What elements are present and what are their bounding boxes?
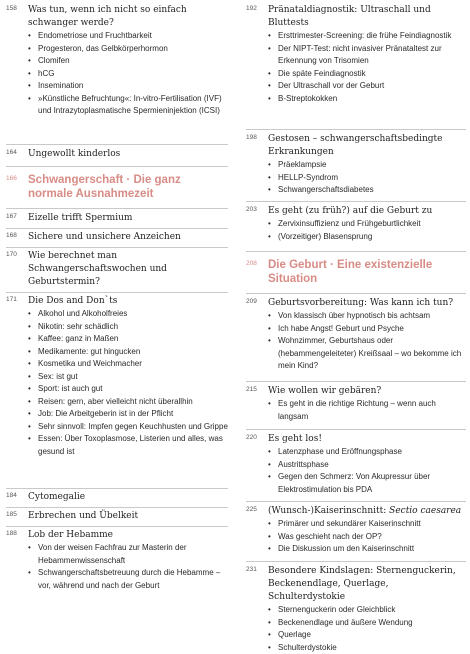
separator: [246, 251, 466, 252]
toc-entry[interactable]: [6, 529, 228, 592]
subentry[interactable]: • Sport: ist auch gut: [28, 383, 228, 396]
separator: [6, 507, 228, 508]
subentry[interactable]: • Kosmetika und Weichmacher: [28, 358, 228, 371]
entry-title: Ungewollt kinderlos: [28, 148, 228, 161]
toc-entry[interactable]: [6, 231, 228, 244]
subentry[interactable]: • Clomifen: [28, 55, 228, 68]
page-number: 171: [6, 296, 26, 303]
page-number: 215: [246, 386, 266, 393]
entry-title-italic: Sectio caesarea: [389, 506, 461, 516]
toc-entry[interactable]: [6, 295, 228, 458]
subentry[interactable]: • Ich habe Angst! Geburt und Psyche: [268, 323, 466, 336]
page-number: 208: [246, 260, 266, 267]
separator: [6, 526, 228, 527]
subentry[interactable]: • Schwangerschaftsdiabetes: [268, 184, 466, 197]
subentry[interactable]: • Sternenguckerin oder Gleichblick: [268, 604, 466, 617]
subentry[interactable]: • Nikotin: sehr schädlich: [28, 321, 228, 334]
toc-entry[interactable]: [6, 4, 228, 118]
subentry[interactable]: • Medikamente: gut hingucken: [28, 346, 228, 359]
page-number: 231: [246, 566, 266, 573]
page-number: 184: [6, 492, 26, 499]
subentry[interactable]: • Präeklampsie: [268, 159, 466, 172]
page-number: 170: [6, 251, 26, 258]
subentry[interactable]: • Sex: ist gut: [28, 371, 228, 384]
entry-title: Es geht los!: [268, 433, 466, 446]
subentry[interactable]: • Die späte Feindiagnostik: [268, 68, 466, 81]
entry-title: Besondere Kindslagen: Sternenguckerin, Beckenendlage, Querlage, Schulterdystokie: [268, 565, 466, 604]
entry-title: Geburtsvorbereitung: Was kann ich tun?: [268, 297, 466, 310]
subentry[interactable]: • Querlage: [268, 629, 466, 642]
separator: [246, 381, 466, 382]
page-number: 164: [6, 149, 26, 156]
page-number: 185: [6, 511, 26, 518]
subentry[interactable]: • Kaffee: ganz in Maßen: [28, 333, 228, 346]
separator: [6, 488, 228, 489]
entry-title: Lob der Hebamme: [28, 529, 228, 542]
toc-entry[interactable]: [6, 250, 228, 289]
separator: [246, 201, 466, 202]
toc-entry[interactable]: [6, 510, 228, 523]
entry-title: Erbrechen und Übelkeit: [28, 510, 228, 523]
toc-entry[interactable]: [6, 148, 228, 161]
subentry[interactable]: • Reisen: gern, aber vielleicht nicht überallhin: [28, 396, 228, 409]
subentry[interactable]: • Essen: Über Toxoplasmose, Listerien und alles, was gesund ist: [28, 433, 228, 458]
entry-title: Es geht (zu früh?) auf die Geburt zu: [268, 205, 466, 218]
entry-title: Gestosen – schwangerschaftsbedingte Erkrankungen: [268, 133, 466, 159]
entry-title: Was tun, wenn ich nicht so einfach schwanger werde?: [28, 4, 228, 30]
separator: [6, 292, 228, 293]
toc-entry[interactable]: [246, 565, 466, 654]
subentry[interactable]: • Wohnzimmer, Geburtshaus oder (hebammengeleiteter) Kreißsaal – wo bekomme ich mein Kind?: [268, 335, 466, 373]
subentry[interactable]: • Latenzphase und Eröffnungsphase: [268, 446, 466, 459]
toc-entry[interactable]: [246, 433, 466, 496]
separator: [6, 208, 228, 209]
separator: [6, 247, 228, 248]
subentry[interactable]: • Schwangerschaftsbetreuung durch die Hebamme – vor, während und nach der Geburt: [28, 567, 228, 592]
chapter-title: Die Geburt · Eine existenzielle Situation: [268, 258, 466, 286]
entry-title: Wie wollen wir gebären?: [268, 385, 466, 398]
entry-title: Wie berechnet man Schwangerschaftswochen und Geburtstermin?: [28, 250, 228, 289]
entry-title: Sichere und unsichere Anzeichen: [28, 231, 228, 244]
chapter-title: Schwangerschaft · Die ganz normale Ausnahmezeit: [28, 173, 228, 201]
subentry[interactable]: • Endometriose und Fruchtbarkeit: [28, 30, 228, 43]
page-number: 168: [6, 232, 26, 239]
page-number: 192: [246, 5, 266, 12]
subentry[interactable]: • »Künstliche Befruchtung«: In-vitro-Fertilisation (IVF) und Intrazytoplasmatische Spermieninjektion (ICSI): [28, 93, 228, 118]
subentry[interactable]: • Gegen den Schmerz: Von Akupressur über Elektrostimulation bis PDA: [268, 471, 466, 496]
subentry[interactable]: • HELLP-Syndrom: [268, 172, 466, 185]
subentry[interactable]: • Beckenendlage und äußere Wendung: [268, 617, 466, 630]
page-number: 158: [6, 5, 26, 12]
toc-entry[interactable]: [6, 212, 228, 225]
entry-title: Cytomegalie: [28, 491, 228, 504]
separator: [246, 129, 466, 130]
toc-entry[interactable]: [246, 133, 466, 197]
separator: [246, 561, 466, 562]
subentry[interactable]: • Schulterdystokie: [268, 642, 466, 654]
separator: [6, 144, 228, 145]
subentry[interactable]: • Ersttrimester-Screening: die frühe Feindiagnostik: [268, 30, 466, 43]
entry-title: [268, 505, 466, 518]
separator: [246, 501, 466, 502]
toc-entry[interactable]: [246, 505, 466, 556]
subentry[interactable]: • Was geschieht nach der OP?: [268, 531, 466, 544]
subentry[interactable]: • Von der weisen Fachfrau zur Masterin der Hebammenwissenschaft: [28, 542, 228, 567]
subentry[interactable]: • Der Ultraschall vor der Geburt: [268, 80, 466, 93]
subentry[interactable]: • Der NIPT-Test: nicht invasiver Pränataltest zur Erkennung von Trisomien: [268, 43, 466, 68]
subentry[interactable]: • hCG: [28, 68, 228, 81]
subentry[interactable]: • Von klassisch über hypnotisch bis achtsam: [268, 310, 466, 323]
subentry[interactable]: • Insemination: [28, 80, 228, 93]
subentry[interactable]: • Alkohol und Alkoholfreies: [28, 308, 228, 321]
separator: [6, 166, 228, 167]
subentry[interactable]: • Job: Die Arbeitgeberin ist in der Pflicht: [28, 408, 228, 421]
subentry[interactable]: • B-Streptokokken: [268, 93, 466, 106]
subentry[interactable]: • Die Diskussion um den Kaiserinschnitt: [268, 543, 466, 556]
separator: [246, 293, 466, 294]
page-number: 167: [6, 213, 26, 220]
toc-entry[interactable]: [6, 491, 228, 504]
subentry[interactable]: • Sehr sinnvoll: Impfen gegen Keuchhusten und Grippe: [28, 421, 228, 434]
chapter-entry[interactable]: [6, 173, 228, 201]
page-number: 220: [246, 434, 266, 441]
toc-entry[interactable]: [246, 297, 466, 373]
toc-entry[interactable]: [246, 4, 466, 105]
subentry[interactable]: • Progesteron, das Gelbkörperhormon: [28, 43, 228, 56]
entry-title-text: (Wunsch-)Kaiserinschnitt:: [268, 506, 389, 516]
subentry[interactable]: • Austrittsphase: [268, 459, 466, 472]
entry-title: Pränataldiagnostik: Ultraschall und Bluttests: [268, 4, 466, 30]
separator: [246, 429, 466, 430]
page-number: 203: [246, 206, 266, 213]
subentry[interactable]: • Es geht in die richtige Richtung – wenn auch langsam: [268, 398, 466, 423]
subentry[interactable]: • Primärer und sekundärer Kaiserinschnitt: [268, 518, 466, 531]
entry-title: Eizelle trifft Spermium: [28, 212, 228, 225]
page-number: 188: [6, 530, 26, 537]
page-number: 225: [246, 506, 266, 513]
subentry[interactable]: • (Vorzeitiger) Blasensprung: [268, 231, 466, 244]
subentry[interactable]: • Zervixinsuffizienz und Frühgeburtlichkeit: [268, 218, 466, 231]
page-number: 209: [246, 298, 266, 305]
separator: [6, 228, 228, 229]
page-number: 166: [6, 175, 26, 182]
toc-entry[interactable]: [246, 385, 466, 423]
page-number: 198: [246, 134, 266, 141]
entry-title: Die Dos and Don`ts: [28, 295, 228, 308]
toc-entry[interactable]: [246, 205, 466, 243]
chapter-entry[interactable]: [246, 258, 466, 286]
